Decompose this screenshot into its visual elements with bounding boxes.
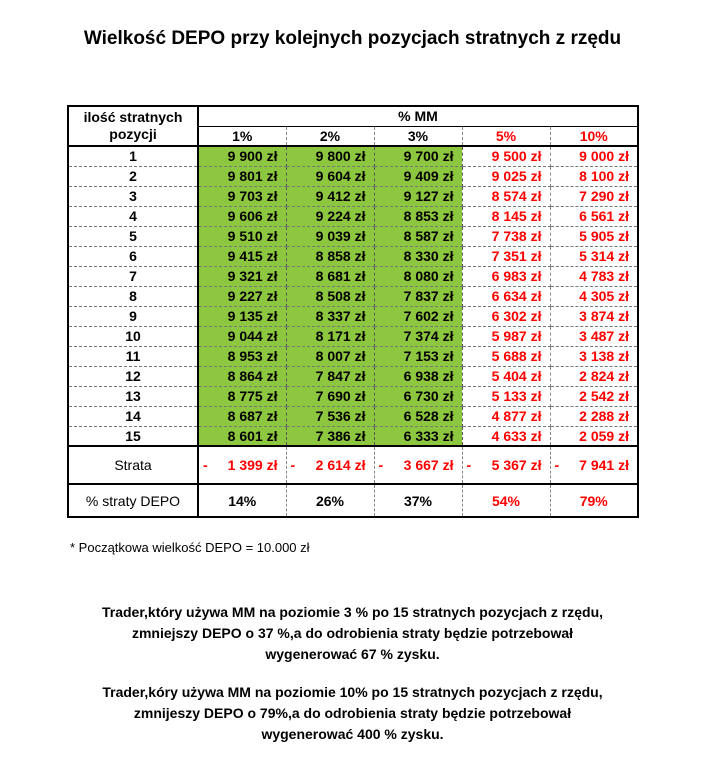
- depo-value-cell: 7 351 zł: [462, 246, 550, 266]
- depo-value-cell: 2 824 zł: [550, 366, 638, 386]
- loss-count-cell: 12: [68, 366, 198, 386]
- row-header: [68, 106, 198, 146]
- depo-value-cell: 9 700 zł: [374, 146, 462, 166]
- depo-value-cell: 7 290 zł: [550, 186, 638, 206]
- pct-loss-value: 26%: [286, 484, 374, 517]
- column-header-10pct: 10%: [550, 126, 638, 146]
- depo-value-cell: 9 000 zł: [550, 146, 638, 166]
- depo-value-cell: 8 171 zł: [286, 326, 374, 346]
- depo-value-cell: 8 007 zł: [286, 346, 374, 366]
- depo-value-cell: 5 404 zł: [462, 366, 550, 386]
- depo-value-cell: 2 288 zł: [550, 406, 638, 426]
- depo-value-cell: 8 100 zł: [550, 166, 638, 186]
- depo-value-cell: 9 900 zł: [198, 146, 286, 166]
- depo-value-cell: 8 953 zł: [198, 346, 286, 366]
- strata-value: 1 399 zł: [227, 457, 278, 473]
- depo-value-cell: 9 321 zł: [198, 266, 286, 286]
- depo-value-cell: 9 606 zł: [198, 206, 286, 226]
- loss-count-cell: 4: [68, 206, 198, 226]
- loss-count-cell: 6: [68, 246, 198, 266]
- depo-value-cell: 5 905 zł: [550, 226, 638, 246]
- depo-value-cell: 9 039 zł: [286, 226, 374, 246]
- depo-value-cell: 8 681 zł: [286, 266, 374, 286]
- depo-value-cell: 8 145 zł: [462, 206, 550, 226]
- minus-sign: -: [554, 457, 560, 473]
- minus-sign: -: [203, 457, 208, 473]
- depo-value-cell: 7 602 zł: [374, 306, 462, 326]
- table-row: [68, 406, 638, 426]
- column-header-2pct: 2%: [286, 126, 374, 146]
- table-row: [68, 386, 638, 406]
- depo-value-cell: 5 133 zł: [462, 386, 550, 406]
- depo-value-cell: 9 510 zł: [198, 226, 286, 246]
- depo-value-cell: 6 561 zł: [550, 206, 638, 226]
- depo-value-cell: 7 837 zł: [374, 286, 462, 306]
- depo-value-cell: 8 080 zł: [374, 266, 462, 286]
- strata-cell: [550, 446, 638, 484]
- pct-loss-value: 37%: [374, 484, 462, 517]
- depo-value-cell: 6 528 zł: [374, 406, 462, 426]
- depo-value-cell: 8 853 zł: [374, 206, 462, 226]
- depo-value-cell: 9 127 zł: [374, 186, 462, 206]
- strata-cell: [462, 446, 550, 484]
- depo-value-cell: 9 224 zł: [286, 206, 374, 226]
- loss-count-cell: 11: [68, 346, 198, 366]
- loss-count-cell: 3: [68, 186, 198, 206]
- depo-value-cell: 9 412 zł: [286, 186, 374, 206]
- column-header-1pct: 1%: [198, 126, 286, 146]
- pct-loss-value: 54%: [462, 484, 550, 517]
- depo-value-cell: 4 783 zł: [550, 266, 638, 286]
- depo-value-cell: 5 987 zł: [462, 326, 550, 346]
- loss-count-cell: 9: [68, 306, 198, 326]
- strata-value: 5 367 zł: [491, 457, 542, 473]
- page-title: Wielkość DEPO przy kolejnych pozycjach stratnych z rzędu: [83, 28, 622, 49]
- summary-note-10pct: [0, 682, 705, 745]
- table-row: [68, 306, 638, 326]
- table-row: [68, 246, 638, 266]
- table-row: [68, 426, 638, 446]
- depo-value-cell: 9 703 zł: [198, 186, 286, 206]
- depo-value-cell: 7 153 zł: [374, 346, 462, 366]
- depo-value-cell: 9 500 zł: [462, 146, 550, 166]
- depo-value-cell: 3 874 zł: [550, 306, 638, 326]
- depo-value-cell: 7 738 zł: [462, 226, 550, 246]
- depo-value-cell: 8 330 zł: [374, 246, 462, 266]
- pct-loss-value: 14%: [198, 484, 286, 517]
- note-line: Trader,kóry używa MM na poziomie 10% po 15 stratnych pozycjach z rzędu,: [102, 684, 603, 700]
- depo-value-cell: 5 314 zł: [550, 246, 638, 266]
- depo-value-cell: 4 877 zł: [462, 406, 550, 426]
- strata-value: 7 941 zł: [579, 457, 629, 473]
- loss-count-cell: 15: [68, 426, 198, 446]
- loss-count-cell: 7: [68, 266, 198, 286]
- pct-loss-value: 79%: [550, 484, 638, 517]
- depo-value-cell: 2 542 zł: [550, 386, 638, 406]
- depo-value-cell: 9 801 zł: [198, 166, 286, 186]
- table-row: [68, 266, 638, 286]
- strata-row: [68, 446, 638, 484]
- depo-value-cell: 8 687 zł: [198, 406, 286, 426]
- table-row: [68, 206, 638, 226]
- note-line: wygenerować 67 % zysku.: [265, 646, 440, 662]
- depo-value-cell: 3 487 zł: [550, 326, 638, 346]
- depo-value-cell: 6 938 zł: [374, 366, 462, 386]
- loss-count-cell: 5: [68, 226, 198, 246]
- depo-value-cell: 2 059 zł: [550, 426, 638, 446]
- depo-value-cell: 8 858 zł: [286, 246, 374, 266]
- pct-loss-label: % straty DEPO: [68, 484, 198, 517]
- table-row: [68, 366, 638, 386]
- minus-sign: -: [466, 457, 472, 473]
- depo-value-cell: 8 864 zł: [198, 366, 286, 386]
- depo-value-cell: 6 634 zł: [462, 286, 550, 306]
- loss-count-cell: 8: [68, 286, 198, 306]
- note-line: Trader,który używa MM na poziomie 3 % po 15 stratnych pozycjach z rzędu,: [101, 604, 604, 620]
- depo-value-cell: 9 415 zł: [198, 246, 286, 266]
- column-header-5pct: 5%: [462, 126, 550, 146]
- loss-count-cell: 1: [68, 146, 198, 166]
- depo-value-cell: 9 227 zł: [198, 286, 286, 306]
- row-header-line2: pozycji: [109, 126, 157, 142]
- note-line: wygenerować 400 % zysku.: [261, 726, 444, 742]
- column-header-3pct: 3%: [374, 126, 462, 146]
- note-line: zmnijeszy DEPO o 79%,a do odrobienia straty będzie potrzebował: [133, 705, 572, 721]
- loss-count-cell: 10: [68, 326, 198, 346]
- depo-value-cell: 7 690 zł: [286, 386, 374, 406]
- loss-count-cell: 2: [68, 166, 198, 186]
- table-row: [68, 186, 638, 206]
- depo-value-cell: 8 574 zł: [462, 186, 550, 206]
- depo-value-cell: 9 604 zł: [286, 166, 374, 186]
- strata-value: 2 614 zł: [315, 457, 366, 473]
- table-row: [68, 346, 638, 366]
- depo-value-cell: 7 847 zł: [286, 366, 374, 386]
- strata-cell: [374, 446, 462, 484]
- depo-value-cell: 8 508 zł: [286, 286, 374, 306]
- loss-count-cell: 14: [68, 406, 198, 426]
- depo-value-cell: 9 135 zł: [198, 306, 286, 326]
- depo-value-cell: 4 305 zł: [550, 286, 638, 306]
- minus-sign: -: [378, 457, 384, 473]
- footnote: * Początkowa wielkość DEPO = 10.000 zł: [70, 540, 310, 555]
- depo-value-cell: 8 601 zł: [198, 426, 286, 446]
- depo-value-cell: 9 409 zł: [374, 166, 462, 186]
- strata-cell: [198, 446, 286, 484]
- depo-value-cell: 8 587 zł: [374, 226, 462, 246]
- depo-value-cell: 9 025 zł: [462, 166, 550, 186]
- table-row: [68, 226, 638, 246]
- depo-value-cell: 6 302 zł: [462, 306, 550, 326]
- table-row: [68, 146, 638, 166]
- pct-loss-row: [68, 484, 638, 517]
- depo-table: [67, 105, 639, 518]
- depo-value-cell: 7 386 zł: [286, 426, 374, 446]
- depo-value-cell: 4 633 zł: [462, 426, 550, 446]
- row-header-line1: ilość stratnych: [83, 109, 183, 125]
- table-body: [68, 146, 638, 446]
- depo-value-cell: 8 337 zł: [286, 306, 374, 326]
- depo-value-cell: 7 374 zł: [374, 326, 462, 346]
- depo-value-cell: 9 800 zł: [286, 146, 374, 166]
- minus-sign: -: [290, 457, 296, 473]
- table-row: [68, 166, 638, 186]
- depo-value-cell: 7 536 zł: [286, 406, 374, 426]
- note-line: zmniejszy DEPO o 37 %,a do odrobienia straty będzie potrzebował: [131, 625, 574, 641]
- strata-label: Strata: [68, 446, 198, 484]
- summary-note-3pct: [0, 602, 705, 665]
- depo-value-cell: 8 775 zł: [198, 386, 286, 406]
- depo-value-cell: 6 730 zł: [374, 386, 462, 406]
- table-row: [68, 286, 638, 306]
- strata-cell: [286, 446, 374, 484]
- depo-value-cell: 9 044 zł: [198, 326, 286, 346]
- depo-value-cell: 6 333 zł: [374, 426, 462, 446]
- mm-group-header: % MM: [198, 106, 638, 126]
- depo-value-cell: 5 688 zł: [462, 346, 550, 366]
- table-row: [68, 326, 638, 346]
- strata-value: 3 667 zł: [403, 457, 454, 473]
- depo-value-cell: 6 983 zł: [462, 266, 550, 286]
- loss-count-cell: 13: [68, 386, 198, 406]
- depo-value-cell: 3 138 zł: [550, 346, 638, 366]
